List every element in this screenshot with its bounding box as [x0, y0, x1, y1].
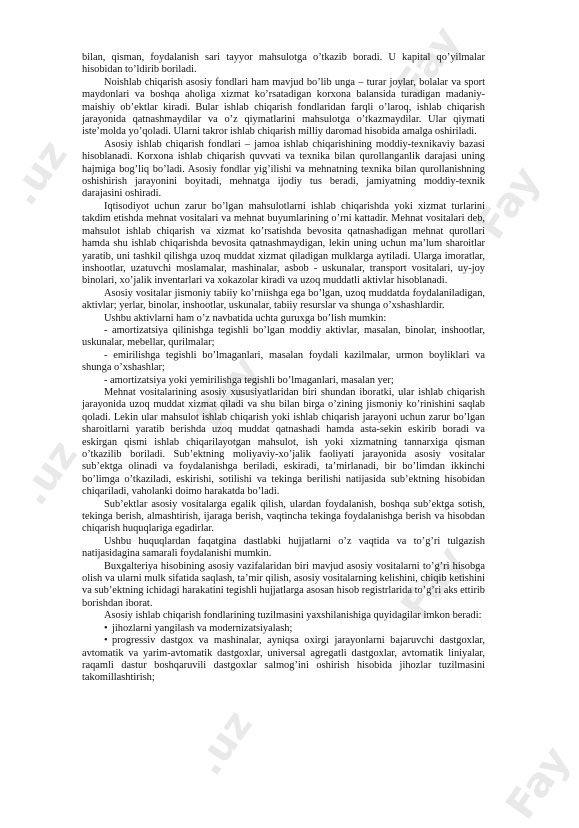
- paragraph: bilan, qisman, foydalanish sari tayyor mahsulotga o’tkazib boradi. U kapital qo’yilmalar hisobidan to’ldirib boriladi.: [82, 52, 485, 76]
- bullet-text: progressiv dastgox va mashinalar, ayniqsa oxirgi jarayonlarni bajaruvchi dastgoxlar, avtomatik va yarim-avtomatik dastgoxlar, universal agregatli dastgoxlar, avtomatik liniyalar, raqamli dastur boshqaruvili dastgoxlar salmog’ini oshirish hisobida jihozlar tuzilmasini takomillashtirish;: [82, 635, 485, 684]
- bullet-list-item: [82, 635, 485, 685]
- bullet-icon: •: [104, 635, 108, 647]
- watermark-fragment: Fay: [392, 538, 475, 628]
- paragraph: Sub’ektlar asosiy vositalarga egalik qilish, ulardan foydalanish, boshqa sub’ektga sotish, tekinga berish, almashtirish, ijaraga berish, vaqtincha tekinga foydalanishga berish va hisobdan chiqarish huquqlariga egadirlar.: [82, 498, 485, 535]
- paragraph: Noishlab chiqarish asosiy fondlari ham mavjud bo’lib unga – turar joylar, bolalar va sport maydonlari va boshqa aholiga xizmat ko’rsatadigan korxona balansida turadigan madaniy-maishiy ob’ektlar kiradi. Bular ishlab chiqarish fondlaridan farqli o’laroq, ishlab chiqarish jarayonida qatnashmaydilar va o’z qiymatlarini mahsulotga o’tkazmaydilar. Ular qiymati iste’molda yo’qoladi. Ularni takror ishlab chiqarish milliy daromad hisobida amalga oshiriladi.: [82, 76, 485, 138]
- bullet-list: [82, 623, 485, 685]
- paragraph: Asosiy ishlab chiqarish fondlarining tuzilmasini yaxshilanishiga quyidagilar imkon beradi:: [104, 610, 482, 622]
- dash-list-item: - emirilishga tegishli bo’lmaganlari, masalan foydali kazilmalar, urmon boyliklari va shunga o’xshashlar;: [82, 349, 485, 374]
- dash-list-item: - amortizatsiya qilinishga tegishli bo’lgan moddiy aktivlar, masalan, binolar, inshootlar, uskunalar, mebellar, qurilmalar;: [82, 324, 485, 349]
- document-body: [82, 52, 485, 685]
- paragraph: Iqtisodiyot uchun zarur bo’lgan mahsulotlarni ishlab chiqarishda yoki xizmat turlarini takdim etishda mehnat vositalari va mehnat buyumlarining o’rni kattadir. Mehnat vositalari deb, mahsulot ishlab chiqarish va xizmat ko’rsatishda bevosita qatnashadigan mehnat qurollari hamda shu ishlab chiqarishda bevosita qatnashmaydigan, lekin uning uchun ma’lum sharoitlar yaratib, uni tashkil qilishga uzoq muddat xizmat qiladigan mulklarga aytiladi. Ularga imoratlar, inshootlar, uzatuvchi moslamalar, mashinalar, asbob - uskunalar, transport vositalari, uy-joy binolari, xo’jalik inventarlari va xokazolar kiradi va uzoq muddatli aktivlar hisoblanadi.: [82, 200, 485, 287]
- bullet-text: jihozlarni yangilash va modernizatsiyalash;: [112, 622, 293, 634]
- watermark-fragment: Fay: [187, 348, 270, 438]
- paragraph: Mehnat vositalarining asosiy xususiyatlaridan biri shundan iboratki, ular ishlab chiqarish jarayonida uzoq muddat xizmat qiladi va shu bilan birga o’zining jismoniy ko’rinishini saqlab qoladi. Lekin ular mahsulot ishlab chiqarish yoki ishlab chiqarish jarayoni uchun zarur bo’lgan sharoitlarni yaratib berishda uzoq muddat qatnashadi hamda asta-sekin eskirib boradi va eskirgan qismi ishlab chiqarilayotgan mahsulot, ish yoki xizmatning tannarxiga qisman o’tkazilib boriladi. Sub’ektning moliyaviy-xo’jalik faoliyati jarayonida asosiy vositalar sub’ektga olinadi va foydalanishga beriladi, eskiradi, ta’mirlanadi, bir bo’limdan ikkinchi bo’limga o’tkaziladi, eskirishi, sotilishi va tekinga berilishi natijasida sub’ektning hisobidan chiqariladi, vaholanki doimo harakatda bo’ladi.: [82, 386, 485, 498]
- bullet-icon: •: [104, 622, 108, 634]
- watermark-fragment: .uz: [0, 132, 77, 214]
- paragraph: Asosiy ishlab chiqarish fondlari – jamoa ishlab chiqarishining moddiy-texnikaviy bazasi hisoblanadi. Korxona ishlab chiqarish quvvati va texnika bilan qurollanganlik darajasi uning hajmiga bog’liq bo’ladi. Asosiy fondlar yig’ilishi va mehnatning texnika bilan qurollanishning oshishirish jarayonini boyitadi, mehnatga ijodiy tus beradi, jamiyatning moddiy-texnik darajasini oshiradi.: [82, 138, 485, 200]
- dash-list-item: - amortizatsiya yoki yemirilishga tegishli bo’lmaganlari, masalan yer;: [104, 374, 394, 386]
- watermark-fragment: .uz: [10, 432, 87, 514]
- watermark-fragment: Fay: [467, 158, 550, 248]
- paragraph: Ushbu huquqlardan faqatgina dastlabki hujjatlarni o’z vaqtida va to’g’ri tulgazish natijasidagina samarali foydalanishi mumkin.: [82, 535, 485, 560]
- watermark-fragment: .uz: [185, 702, 262, 784]
- watermark-fragment: Fay: [497, 738, 579, 828]
- paragraph: Ushbu aktivlarni ham o’z navbatida uchta guruxga bo’lish mumkin:: [104, 312, 387, 324]
- paragraph: Buxgalteriya hisobining asosiy vazifalaridan biri mavjud asosiy vositalarni to’g’ri hisobga olish va ularni mulk sifatida saqlash, ta’mir qilish, asosiy vositalarning kelishini, chiqib ketishini va sub’ektning ichidagi harakatini tegishli hujjatlarga asosan hisob registrlarida to’g’ri aks ettirib borishdan iborat.: [82, 560, 485, 609]
- bullet-list-item: [82, 623, 485, 635]
- paragraph: Asosiy vositalar jismoniy tabiiy ko’rniishga ega bo’lgan, uzoq muddatda foydalaniladigan, aktivlar; yerlar, binolar, inshootlar, uskunalar, tabiiy resurslar va shunga o’xshashlardir.: [82, 287, 485, 312]
- watermark-fragment: Fay: [387, 18, 470, 108]
